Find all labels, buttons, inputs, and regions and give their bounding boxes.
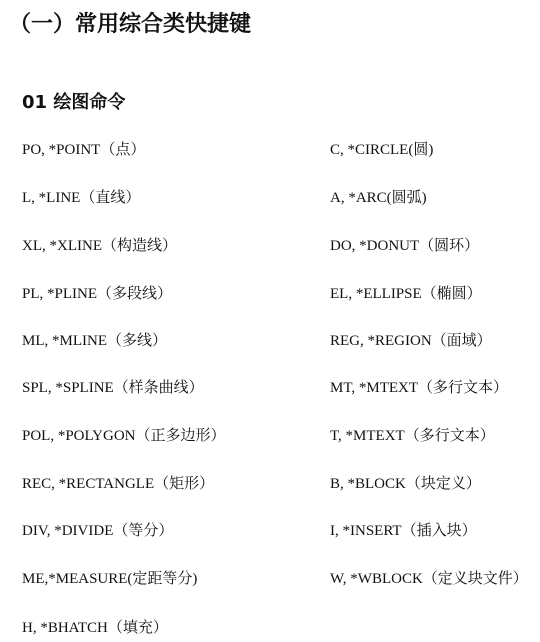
- command-item: W, *WBLOCK（定义块文件）: [330, 571, 528, 587]
- command-item: L, *LINE（直线）: [22, 190, 141, 206]
- command-item: H, *BHATCH（填充）: [22, 620, 168, 636]
- command-item: POL, *POLYGON（正多边形）: [22, 428, 226, 444]
- command-item: C, *CIRCLE(圆): [330, 142, 434, 158]
- command-item: PL, *PLINE（多段线）: [22, 286, 173, 302]
- command-item: MT, *MTEXT（多行文本）: [330, 380, 509, 396]
- command-item: SPL, *SPLINE（样条曲线）: [22, 380, 204, 396]
- command-item: REC, *RECTANGLE（矩形）: [22, 476, 215, 492]
- command-item: I, *INSERT（插入块）: [330, 523, 477, 539]
- command-item: T, *MTEXT（多行文本）: [330, 428, 495, 444]
- command-item: B, *BLOCK（块定义）: [330, 476, 481, 492]
- command-item: EL, *ELLIPSE（椭圆）: [330, 286, 482, 302]
- command-item: ML, *MLINE（多线）: [22, 333, 167, 349]
- command-item: A, *ARC(圆弧): [330, 190, 427, 206]
- command-item: XL, *XLINE（构造线）: [22, 238, 177, 254]
- page-title: （一）常用综合类快捷键: [9, 12, 252, 37]
- command-item: DIV, *DIVIDE（等分）: [22, 523, 174, 539]
- command-item: REG, *REGION（面域）: [330, 333, 492, 349]
- command-item: ME,*MEASURE(定距等分): [22, 571, 198, 587]
- command-item: DO, *DONUT（圆环）: [330, 238, 480, 254]
- command-item: PO, *POINT（点）: [22, 142, 146, 158]
- section-title: 01 绘图命令: [22, 92, 126, 113]
